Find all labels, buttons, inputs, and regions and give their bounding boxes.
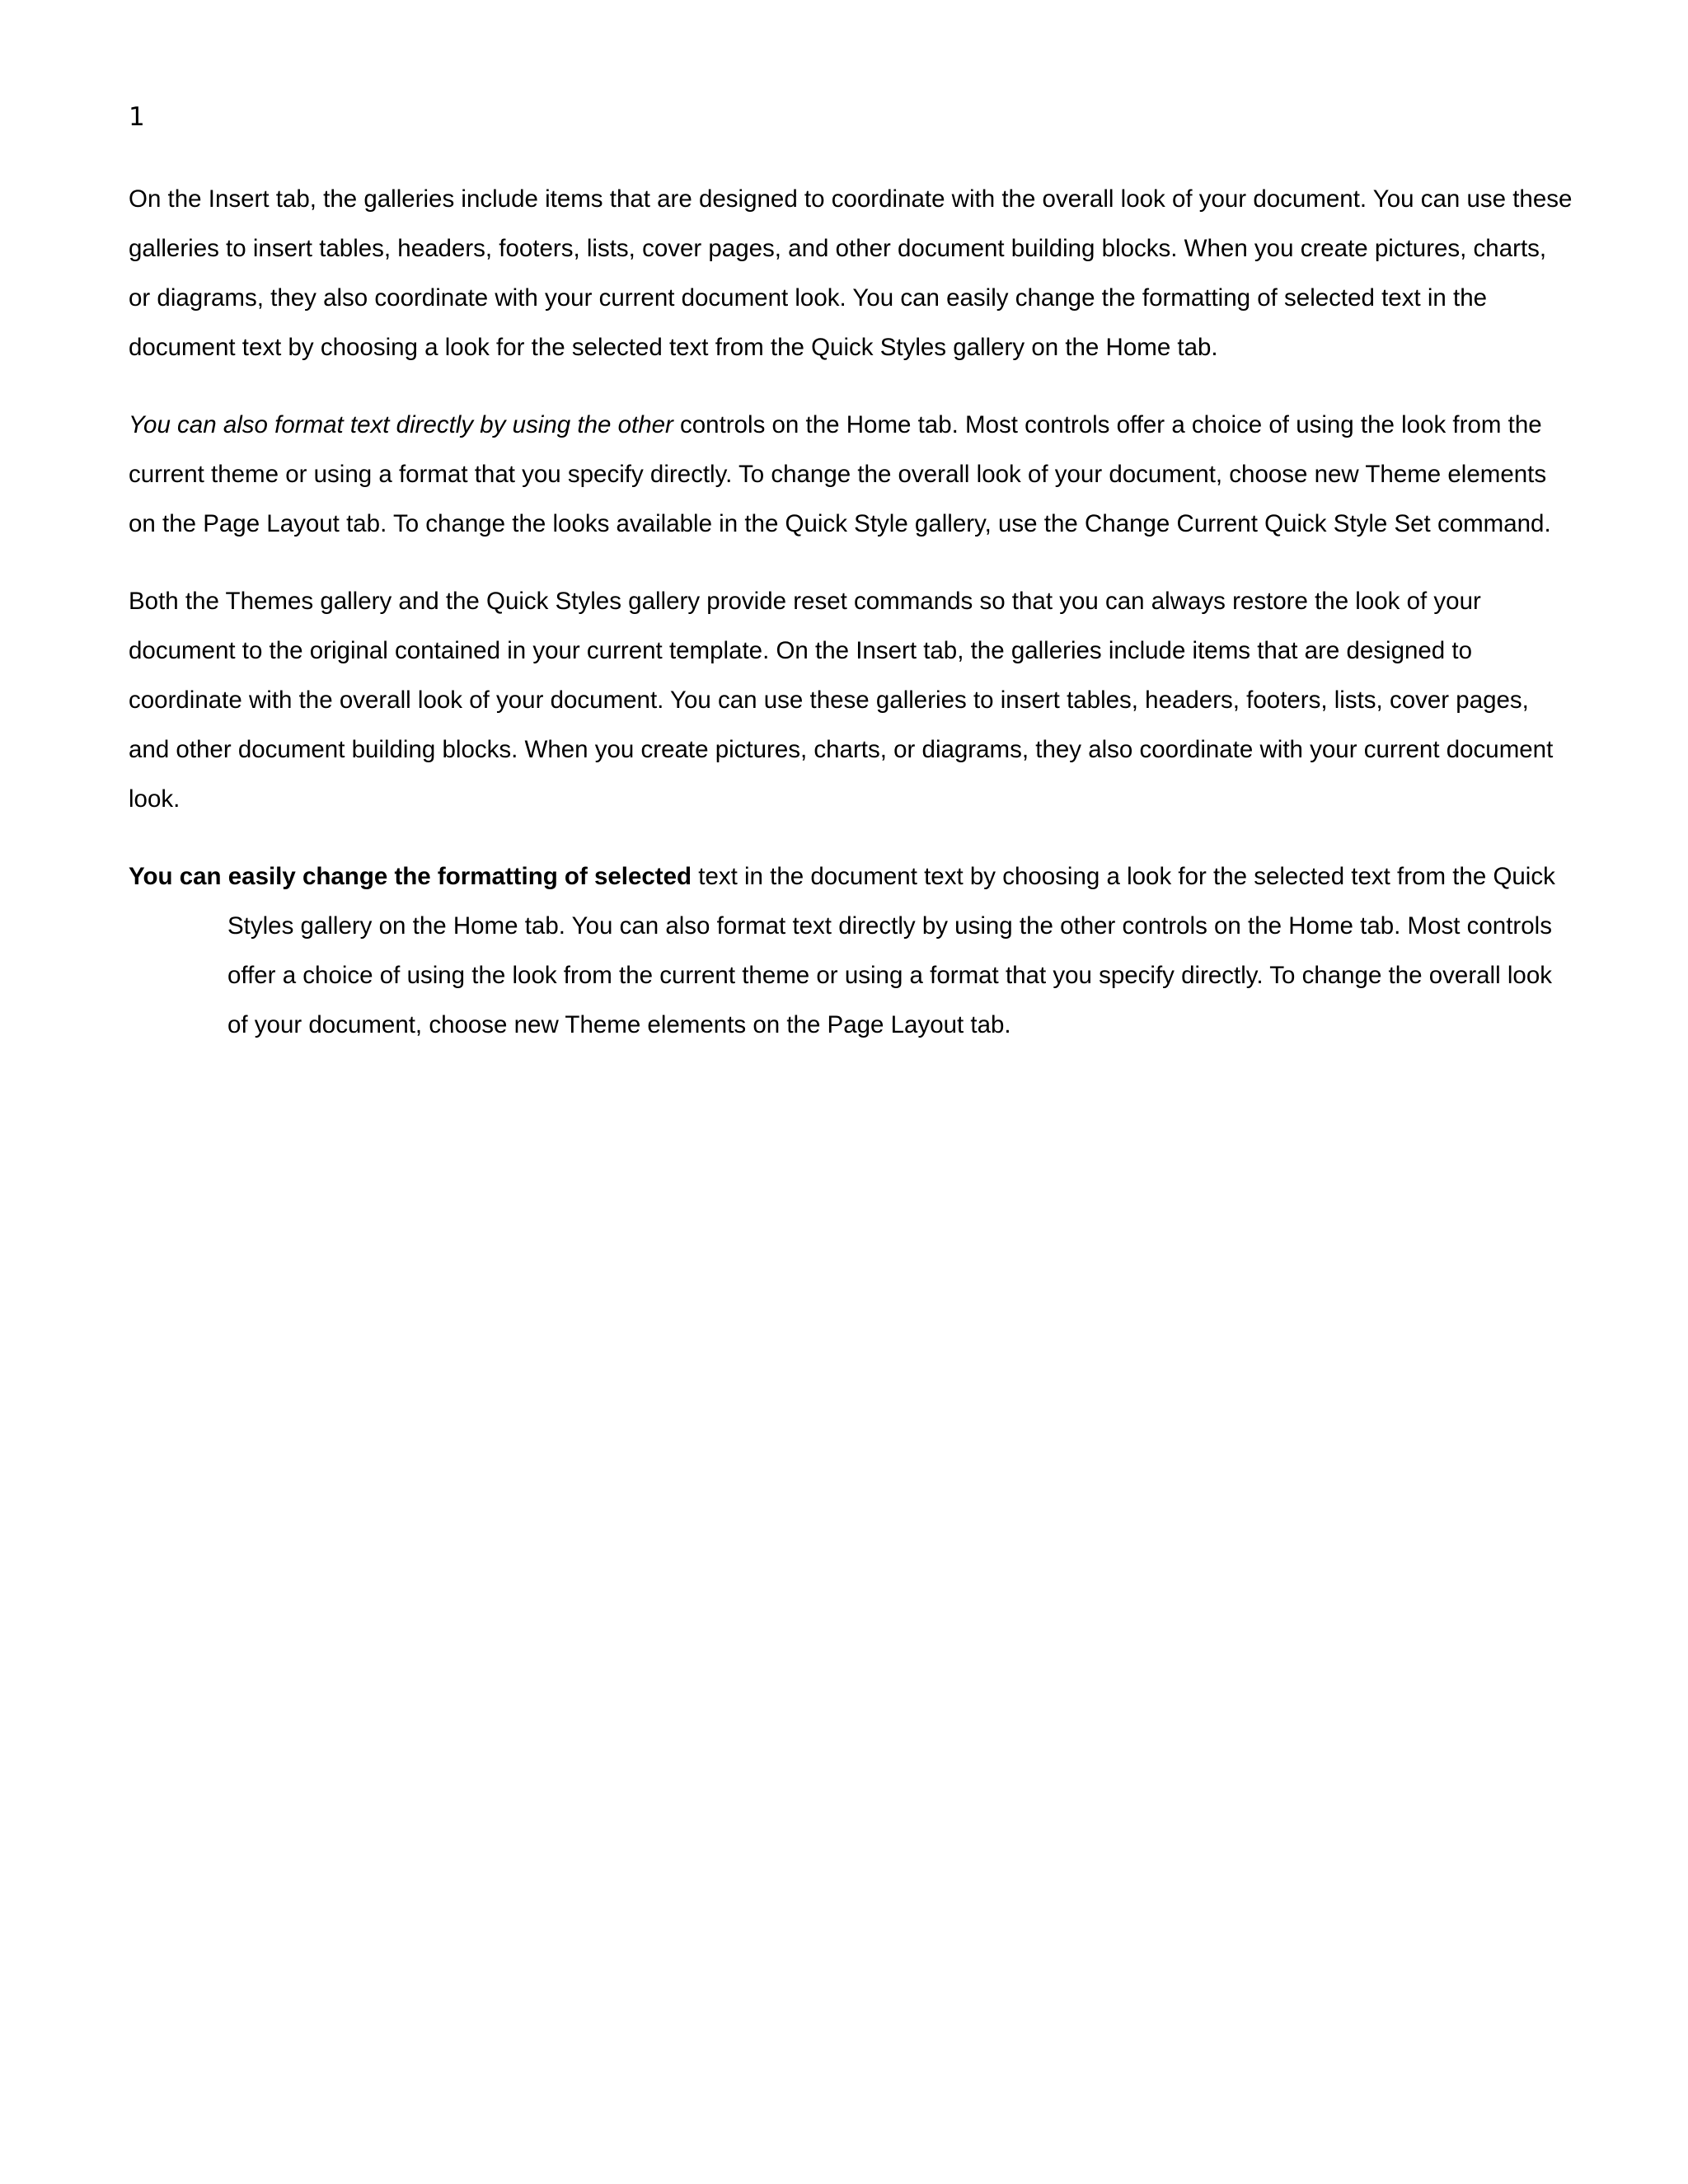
paragraph-3-text: Both the Themes gallery and the Quick Styles gallery provide reset commands so that you can always restore the look of your document to the original contained in your current template. On the Insert tab, the galleries include items that are designed to coordinate with the overall look of your document. You can use these galleries to insert tables, headers, footers, lists, cover pages, and other document building blocks. When you create pictures, charts, or diagrams, they also coordinate with your current document look. bbox=[129, 588, 1554, 813]
paragraph-4-bold-lead: You can easily change the formatting of selected bbox=[129, 863, 692, 890]
paragraph-3 bbox=[129, 577, 1573, 824]
page-number: 1 bbox=[129, 102, 145, 132]
paragraph-2 bbox=[129, 401, 1573, 549]
paragraph-2-text: controls on the Home tab. Most controls offer a choice of using the look from the current theme or using a format that you specify directly. To change the overall look of your document, choose new Theme elements on the Page Layout tab. To change the looks available in the Quick Style gallery, use the Change Current Quick Style Set command. bbox=[129, 411, 1551, 537]
paragraph-1 bbox=[129, 175, 1573, 373]
paragraph-2-italic-lead: You can also format text directly by using the other bbox=[129, 411, 673, 438]
paragraph-4-text: text in the document text by choosing a look for the selected text from the Quick Styles gallery on the Home tab. You can also format text directly by using the other controls on the Home tab. Most controls offer a choice of using the look from the current theme or using a format that you specify directly. To change the overall look of your document, choose new Theme elements on the Page Layout tab. bbox=[227, 863, 1555, 1038]
paragraph-4 bbox=[129, 852, 1573, 1050]
paragraph-1-text: On the Insert tab, the galleries include items that are designed to coordinate with the overall look of your document. You can use these galleries to insert tables, headers, footers, lists, cover pages, and other document building blocks. When you create pictures, charts, or diagrams, they also coordinate with your current document look. You can easily change the formatting of selected text in the document text by choosing a look for the selected text from the Quick Styles gallery on the Home tab. bbox=[129, 185, 1573, 361]
document-body bbox=[129, 175, 1573, 1078]
